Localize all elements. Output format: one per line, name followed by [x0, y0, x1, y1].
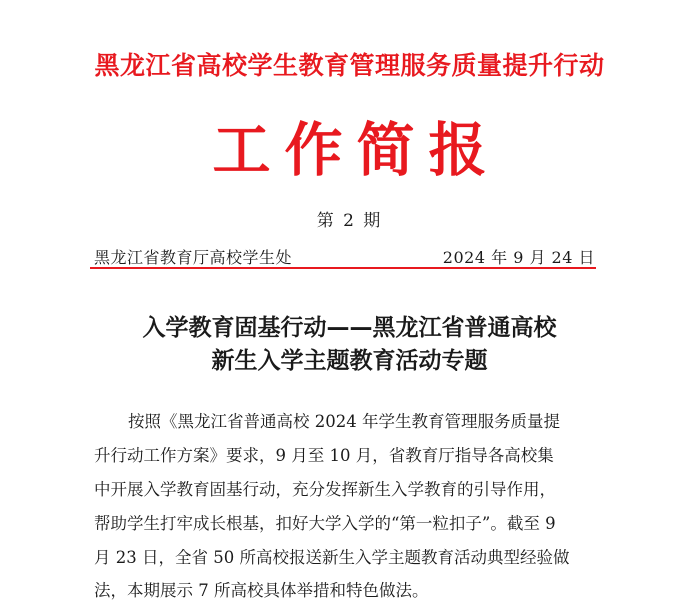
paragraph-line: 法，本期展示 7 所高校具体举措和特色做法。 — [94, 581, 429, 600]
issue-date: 2024 年 9 月 24 日 — [442, 248, 595, 267]
paragraph-line: 月 23 日，全省 50 所高校报送新生入学主题教育活动典型经验做 — [94, 548, 570, 567]
red-divider — [90, 267, 596, 269]
article-headline-line-1: 入学教育固基行动——黑龙江省普通高校 — [142, 315, 557, 341]
organization-title: 黑龙江省高校学生教育管理服务质量提升行动 — [94, 51, 605, 80]
publication-title: 工作简报 — [212, 116, 501, 184]
article-headline-line-2: 新生入学主题教育活动专题 — [211, 348, 488, 374]
issuing-department: 黑龙江省教育厅高校学生处 — [94, 248, 293, 267]
issue-number: 第 2 期 — [316, 211, 383, 231]
paragraph-line: 帮助学生打牢成长根基，扣好大学入学的“第一粒扣子”。截至 9 — [94, 514, 556, 533]
paragraph-line: 升行动工作方案》要求，9 月至 10 月，省教育厅指导各高校集 — [94, 446, 554, 465]
paragraph-line: 中开展入学教育固基行动，充分发挥新生入学教育的引导作用， — [94, 480, 556, 499]
paragraph-line: 按照《黑龙江省普通高校 2024 年学生教育管理服务质量提 — [128, 412, 560, 431]
